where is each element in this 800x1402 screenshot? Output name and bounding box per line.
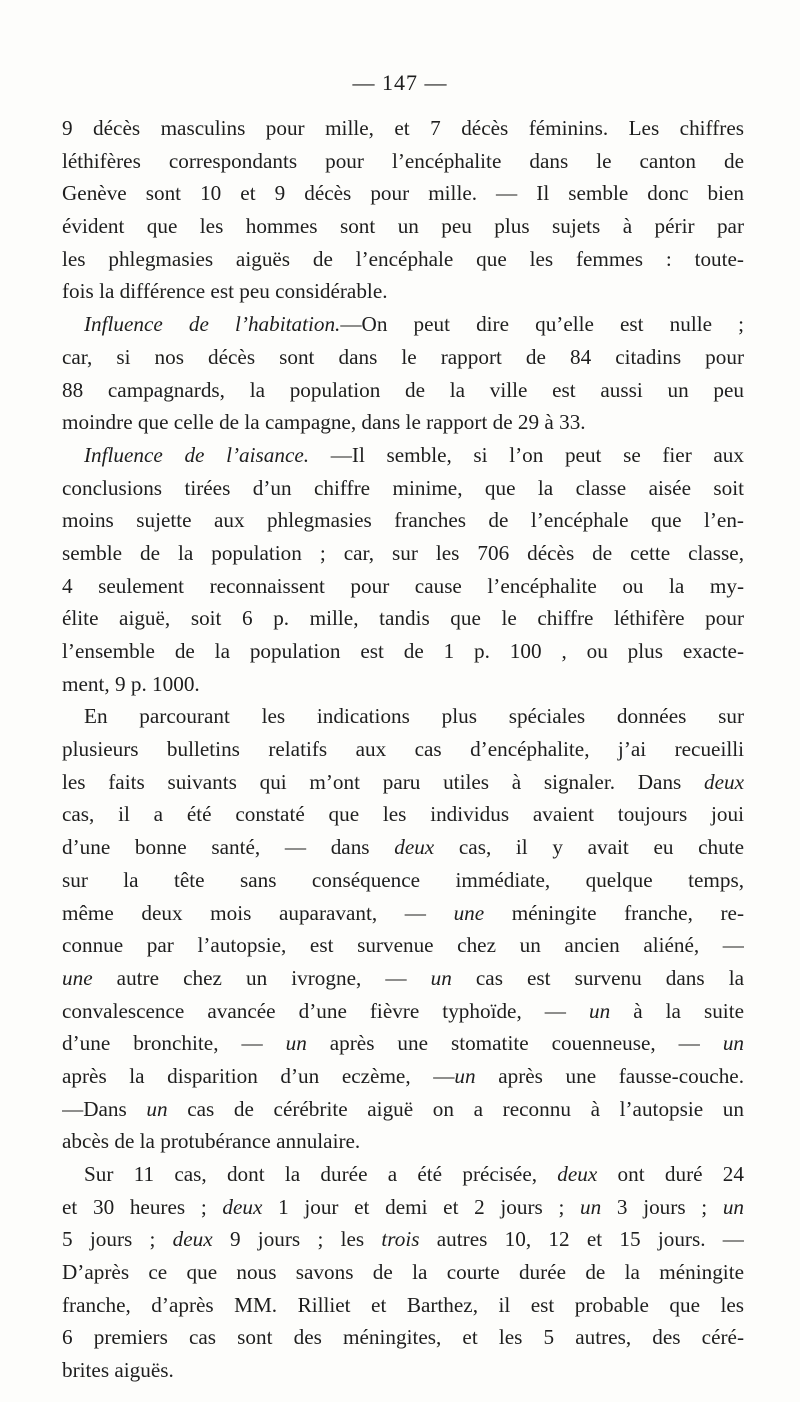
italic-word: un — [580, 1194, 602, 1219]
text-fragment: —On peut dire qu’elle est nulle ; — [340, 312, 744, 337]
text-line — [62, 962, 744, 995]
text-line: 4 seulement reconnaissent pour cause l’encéphalite ou la my- — [62, 573, 744, 598]
text-line: abcès de la protubérance annulaire. — [62, 1129, 361, 1154]
text-line: franche, d’après MM. Rilliet et Barthez, il est probable que les — [62, 1292, 744, 1317]
italic-word: un — [589, 998, 611, 1023]
text-fragment: 9 jours ; les — [212, 1227, 382, 1252]
text-fragment: après la disparition d’un eczème, — — [62, 1063, 455, 1088]
text-line: cas, il a été constaté que les individus avaient toujours joui — [62, 802, 744, 827]
text-line — [62, 995, 744, 1028]
text-line: sur la tête sans conséquence immédiate, quelque temps, — [62, 867, 744, 892]
text-fragment: 1 jour et demi et 2 jours ; — [262, 1194, 581, 1219]
text-line — [62, 1191, 744, 1224]
text-line: évident que les hommes sont un peu plus sujets à périr par — [62, 214, 744, 239]
text-line — [62, 1093, 744, 1126]
section-heading-habitation: Influence de l’habitation. — [84, 312, 341, 337]
text-line: moins sujette aux phlegmasies franches de l’encéphale que l’en- — [62, 508, 744, 533]
text-fragment: convalescence avancée d’une fièvre typhoïde, — — [62, 998, 589, 1023]
italic-word: un — [430, 965, 452, 990]
italic-word: un — [722, 1194, 744, 1219]
text-line — [62, 766, 744, 799]
text-fragment: Sur 11 cas, dont la durée a été précisée, — [84, 1162, 558, 1186]
text-fragment: et 30 heures ; — [62, 1194, 223, 1219]
text-line: léthifères correspondants pour l’encéphalite dans le canton de — [62, 148, 744, 173]
text-line: D’après ce que nous savons de la courte durée de la méningite — [62, 1260, 744, 1285]
text-fragment: —Il semble, si l’on peut se fier aux — [309, 442, 744, 467]
italic-word: un — [454, 1063, 476, 1088]
text-line: l’ensemble de la population est de 1 p. 100 , ou plus exacte- — [62, 639, 744, 663]
text-line: conclusions tirées d’un chiffre minime, que la classe aisée soit — [62, 475, 744, 500]
text-line — [62, 1027, 744, 1060]
text-fragment: méningite franche, re- — [484, 900, 744, 925]
text-line — [62, 897, 744, 930]
text-fragment: les faits suivants qui m’ont paru utiles à signaler. Dans — [62, 769, 704, 794]
text-line: brites aiguës. — [62, 1358, 174, 1383]
italic-word: un — [146, 1096, 168, 1121]
text-fragment: autres 10, 12 et 15 jours. — — [419, 1227, 744, 1252]
text-fragment: après une fausse-couche. — [475, 1063, 744, 1088]
text-line: plusieurs bulletins relatifs aux cas d’encéphalite, j’ai recueilli — [62, 737, 744, 762]
text-line — [62, 1223, 744, 1256]
text-line — [62, 1060, 744, 1093]
italic-word: un — [285, 1031, 307, 1056]
text-line — [62, 1158, 744, 1191]
text-line: ment, 9 p. 1000. — [62, 671, 200, 696]
text-line: 9 décès masculins pour mille, et 7 décès féminins. Les chiffres — [62, 116, 744, 140]
italic-word: trois — [381, 1227, 420, 1252]
italic-word: une — [62, 965, 93, 990]
text-line: 6 premiers cas sont des méningites, et les 5 autres, des céré- — [62, 1325, 744, 1350]
text-line: élite aiguë, soit 6 p. mille, tandis que le chiffre léthifère pour — [62, 606, 744, 631]
paragraph-aisance — [62, 439, 744, 472]
text-fragment: autre chez un ivrogne, — — [92, 965, 431, 990]
section-heading-aisance: Influence de l’aisance. — [84, 442, 310, 467]
text-line: fois la différence est peu considérable. — [62, 279, 388, 304]
text-fragment: à la suite — [610, 998, 744, 1023]
body-text — [62, 112, 744, 1387]
text-line: les phlegmasies aiguës de l’encéphale que les femmes : toute- — [62, 246, 744, 271]
text-fragment: cas de cérébrite aiguë on a reconnu à l’autopsie un — [167, 1096, 744, 1121]
text-fragment: après une stomatite couenneuse, — — [306, 1031, 723, 1056]
text-line — [62, 831, 744, 864]
page-number: — 147 — — [352, 70, 448, 95]
text-line: En parcourant les indications plus spéciales données sur — [84, 704, 744, 729]
italic-word: deux — [704, 769, 744, 794]
text-line: car, si nos décès sont dans le rapport de 84 citadins pour — [62, 344, 744, 369]
text-line: moindre que celle de la campagne, dans le rapport de 29 à 33. — [62, 410, 586, 435]
italic-word: deux — [557, 1162, 598, 1186]
text-line: Genève sont 10 et 9 décès pour mille. — Il semble donc bien — [62, 181, 744, 206]
italic-word: deux — [172, 1227, 213, 1252]
text-fragment: d’une bonne santé, — dans — [62, 835, 395, 860]
text-fragment: —Dans — [62, 1096, 147, 1121]
italic-word: un — [722, 1031, 744, 1056]
text-fragment: cas, il y avait eu chute — [434, 835, 744, 860]
text-line: connue par l’autopsie, est survenue chez un ancien aliéné, — — [62, 933, 744, 958]
text-fragment: cas est survenu dans la — [451, 965, 744, 990]
text-fragment: 5 jours ; — [62, 1227, 173, 1252]
italic-word: deux — [222, 1194, 263, 1219]
text-fragment: 3 jours ; — [601, 1194, 723, 1219]
text-line: 88 campagnards, la population de la ville est aussi un peu — [62, 377, 744, 402]
text-line: semble de la population ; car, sur les 706 décès de cette classe, — [62, 540, 744, 565]
text-fragment: d’une bronchite, — — [62, 1031, 286, 1056]
paragraph-habitation — [62, 308, 744, 341]
text-fragment: même deux mois auparavant, — — [62, 900, 454, 925]
italic-word: deux — [394, 835, 435, 860]
text-fragment: ont duré 24 — [597, 1162, 744, 1186]
italic-word: une — [453, 900, 485, 925]
